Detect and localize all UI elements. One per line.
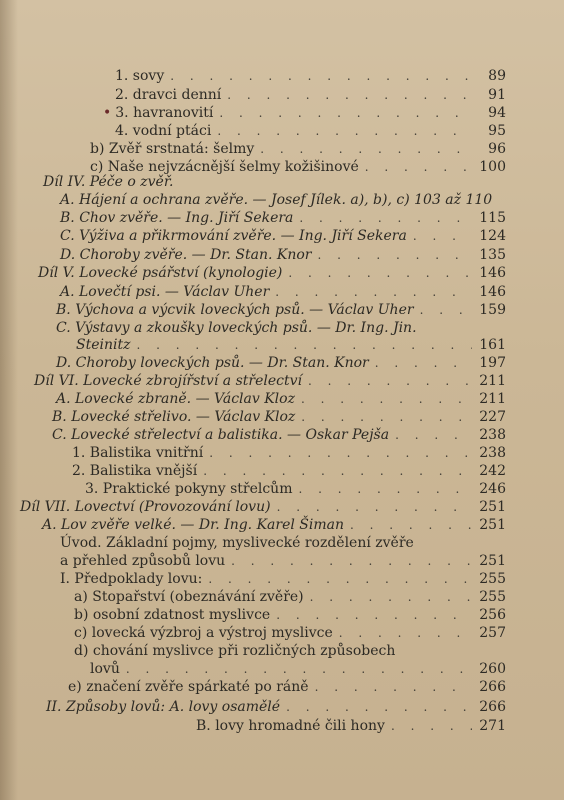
toc-leader-dots (298, 479, 472, 499)
toc-entry-title: 4. vodní ptáci (115, 123, 212, 139)
toc-page-number: 238 (479, 445, 506, 461)
toc-entry-title: 2. Balistika vnější (72, 463, 198, 479)
toc-leader-dots (391, 716, 472, 736)
toc-entry (60, 569, 506, 589)
toc-entry (74, 605, 506, 625)
toc-entry (56, 353, 506, 373)
toc-entry-title: A. Lovecké zbraně. — Václav Kloz (56, 391, 295, 407)
toc-page-number: 238 (479, 427, 506, 443)
toc-entry-title: lovů (90, 661, 120, 677)
toc-leader-dots (413, 226, 472, 246)
toc-leader-dots (375, 353, 472, 373)
toc-entry (52, 425, 506, 445)
toc-entry-title: Díl V. Lovecké psářství (kynologie) (38, 265, 283, 281)
toc-entry-title: d) chování myslivce při rozličných způsobech (74, 643, 396, 659)
toc-entry (43, 172, 506, 192)
toc-entry (196, 716, 506, 736)
toc-leader-dots (276, 605, 472, 625)
toc-entry-title: 1. sovy (115, 68, 165, 84)
toc-entry-title: e) značení zvěře spárkaté po ráně (68, 679, 309, 695)
toc-leader-dots (420, 300, 472, 320)
toc-leader-dots (136, 335, 472, 355)
toc-page-number: 124 (479, 228, 506, 244)
toc-page-number: 255 (479, 571, 506, 587)
toc-entry-title: B. Výchova a výcvik loveckých psů. — Václav Uher (56, 302, 414, 318)
toc-leader-dots (286, 697, 472, 717)
toc-entry (76, 335, 506, 355)
toc-entry-title: a) Stopařství (obeznávání zvěře) (74, 589, 304, 605)
toc-entry-title: b) osobní zdatnost myslivce (74, 607, 271, 623)
toc-entry-title: a přehled způsobů lovu (60, 553, 226, 569)
toc-page-number: 135 (479, 247, 506, 263)
toc-entry (20, 497, 506, 517)
toc-entry (60, 282, 506, 302)
toc-entry-title: Díl IV. Péče o zvěř. (43, 174, 174, 190)
toc-entry (72, 443, 506, 463)
toc-entry (42, 515, 506, 535)
toc-entry-title: Steinitz (76, 337, 131, 353)
toc-entry-title: B. Lovecké střelivo. — Václav Kloz (52, 409, 296, 425)
toc-leader-dots (308, 371, 472, 391)
toc-entry (72, 461, 506, 481)
ink-mark-icon: • (103, 105, 112, 121)
toc-page-number: 255 (479, 589, 506, 605)
toc-entry (74, 641, 506, 661)
toc-entry (68, 677, 506, 697)
toc-page-number: 159 (479, 302, 506, 318)
toc-page-number: 251 (479, 499, 506, 515)
toc-page-number: 257 (479, 625, 506, 641)
toc-page-number: 246 (479, 481, 506, 497)
toc-page-number: 266 (479, 679, 506, 695)
toc-page-number: 89 (488, 68, 506, 84)
toc-entry-title: Díl VI. Lovecké zbrojířství a střelectví (34, 373, 302, 389)
toc-page-number: 211 (479, 391, 506, 407)
toc-page-number: 251 (479, 553, 506, 569)
toc-entry (74, 623, 506, 643)
toc-entry (34, 371, 506, 391)
toc-entry-title: C. Výživa a přikrmování zvěře. — Ing. Jiří Sekera (60, 228, 407, 244)
toc-leader-dots (231, 551, 472, 571)
toc-leader-dots (339, 623, 472, 643)
toc-leader-dots (209, 443, 472, 463)
toc-leader-dots (208, 569, 472, 589)
toc-page-number: 94 (488, 105, 506, 121)
toc-entry (52, 407, 506, 427)
toc-page-number: 251 (479, 517, 506, 533)
toc-entry (60, 551, 506, 571)
toc-leader-dots (301, 389, 472, 409)
toc-leader-dots (299, 208, 472, 228)
toc-leader-dots (217, 121, 472, 141)
toc-page-number: 197 (479, 355, 506, 371)
toc-page-number: 115 (479, 210, 506, 226)
toc-entry-title: D. Choroby zvěře. — Dr. Stan. Knor (60, 247, 312, 263)
toc-entry (103, 103, 506, 123)
toc-entry-title: A. Hájení a ochrana zvěře. — Josef Jílek. a), b), c) 103 až 110 (60, 192, 493, 208)
toc-leader-dots (350, 515, 472, 535)
toc-page-number: 100 (479, 159, 506, 175)
toc-entry-title: Díl VII. Lovectví (Provozování lovu) (20, 499, 271, 515)
toc-entry-title: 3. Praktické pokyny střelcům (85, 481, 293, 497)
toc-entry-title: c) lovecká výzbroj a výstroj myslivce (74, 625, 333, 641)
toc-page-number: 271 (479, 718, 506, 734)
toc-leader-dots (277, 497, 472, 517)
toc-entry-title: C. Výstavy a zkoušky loveckých psů. — Dr. Ing. Jin. (56, 320, 417, 336)
toc-entry-title: Úvod. Základní pojmy, myslivecké rozdělení zvěře (60, 535, 414, 551)
toc-leader-dots (301, 407, 472, 427)
toc-page-number: 161 (479, 337, 506, 353)
toc-entry (46, 697, 506, 717)
toc-page-number: 227 (479, 409, 506, 425)
toc-entry-title: C. Lovecké střelectví a balistika. — Oskar Pejša (52, 427, 390, 443)
toc-entry-title: B. lovy hromadné čili hony (196, 718, 385, 734)
toc-leader-dots (203, 461, 472, 481)
toc-page-number: 146 (479, 265, 506, 281)
toc-page-number: 260 (479, 661, 506, 677)
toc-page-number: 256 (479, 607, 506, 623)
toc-page-number: 146 (479, 284, 506, 300)
toc-entry (115, 85, 506, 105)
toc-entry-title: b) Zvěř srstnatá: šelmy (90, 141, 255, 157)
toc-entry (85, 479, 506, 499)
toc-entry-title: A. Lov zvěře velké. — Dr. Ing. Karel Šiman (42, 517, 344, 533)
toc-entry (90, 659, 506, 679)
toc-page-number: 211 (479, 373, 506, 389)
toc-entry (60, 226, 506, 246)
toc-entry-title: I. Předpoklady lovu: (60, 571, 203, 587)
toc-leader-dots (126, 659, 472, 679)
toc-page-number: 266 (479, 699, 506, 715)
toc-leader-dots (310, 587, 472, 607)
toc-leader-dots (288, 263, 472, 283)
toc-page-number: 242 (479, 463, 506, 479)
toc-leader-dots (227, 85, 472, 105)
toc-entry (38, 263, 506, 283)
toc-entry-title: II. Způsoby lovů: A. lovy osamělé (46, 699, 281, 715)
toc-leader-dots (170, 66, 472, 86)
toc-entry (56, 300, 506, 320)
toc-leader-dots (275, 282, 472, 302)
toc-entry-title: B. Chov zvěře. — Ing. Jiří Sekera (60, 210, 294, 226)
toc-leader-dots (317, 245, 472, 265)
toc-entry-title: c) Naše nejvzácnější šelmy kožišinové (90, 159, 359, 175)
toc-page-number: 96 (488, 141, 506, 157)
toc-page-number: 95 (488, 123, 506, 139)
toc-entry-title: 2. dravci denní (115, 87, 222, 103)
toc-entry (115, 121, 506, 141)
toc-leader-dots (395, 425, 472, 445)
toc-leader-dots (260, 139, 472, 159)
toc-entry-title: D. Choroby loveckých psů. — Dr. Stan. Knor (56, 355, 369, 371)
toc-entry (56, 389, 506, 409)
toc-page-number: 91 (488, 87, 506, 103)
toc-entry (115, 66, 506, 86)
toc-entry-title: 1. Balistika vnitřní (72, 445, 204, 461)
toc-entry-title: 3. havranovití (115, 105, 214, 121)
toc-entry (60, 190, 506, 210)
toc-entry (60, 208, 506, 228)
toc-entry (60, 245, 506, 265)
toc-entry-title: A. Lovečtí psi. — Václav Uher (60, 284, 270, 300)
toc-entry (74, 587, 506, 607)
toc-leader-dots (315, 677, 472, 697)
toc-entry (60, 533, 506, 553)
toc-leader-dots (219, 103, 472, 123)
toc-entry (90, 139, 506, 159)
